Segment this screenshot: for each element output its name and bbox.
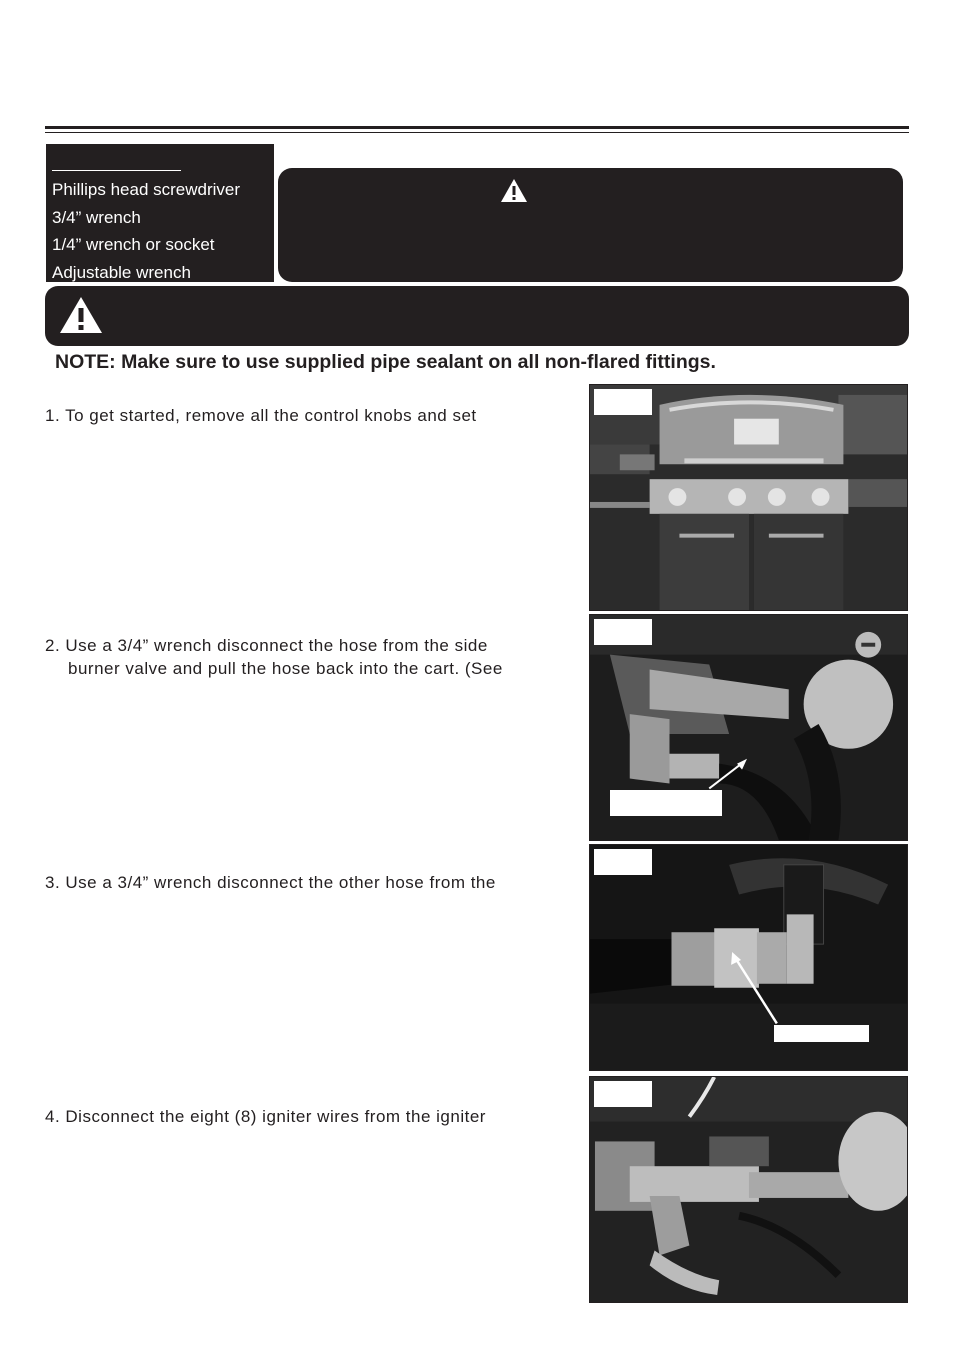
tools-list bbox=[52, 176, 240, 287]
step-2-line-2: burner valve and pull the hose back into the cart. (See bbox=[68, 659, 503, 678]
photo-grill-front bbox=[589, 384, 908, 611]
tool-item: 3/4” wrench bbox=[52, 207, 141, 227]
tool-item: 1/4” wrench or socket bbox=[52, 235, 215, 255]
igniter-wires-image bbox=[590, 1077, 907, 1302]
warning-triangle-icon bbox=[500, 178, 528, 203]
caution-box bbox=[278, 168, 903, 282]
step-2-line-1: 2. Use a 3/4” wrench disconnect the hose from the side bbox=[45, 636, 488, 655]
step-3 bbox=[45, 871, 556, 894]
grill-front-image bbox=[590, 385, 907, 610]
tools-heading-underline bbox=[52, 170, 181, 171]
header-rule-thick bbox=[45, 126, 909, 129]
tool-item: Adjustable wrench bbox=[52, 263, 191, 283]
step-3-line-1: 3. Use a 3/4” wrench disconnect the other hose from the bbox=[45, 873, 496, 892]
step-1-line-1: 1. To get started, remove all the control knobs and set bbox=[45, 406, 477, 425]
pipe-sealant-note: NOTE: Make sure to use supplied pipe sealant on all non-flared fittings. bbox=[55, 351, 716, 373]
danger-bar bbox=[45, 286, 909, 346]
header-rule-thin bbox=[45, 132, 909, 133]
warning-triangle-icon bbox=[59, 296, 103, 334]
tools-required-box bbox=[46, 144, 274, 282]
photo-side-burner-valve bbox=[589, 614, 908, 841]
tool-item: Phillips head screwdriver bbox=[52, 180, 241, 199]
photo-igniter-wires bbox=[589, 1076, 908, 1303]
step-2 bbox=[45, 634, 556, 680]
figure-label bbox=[594, 389, 652, 415]
step-1 bbox=[45, 404, 556, 427]
figure-label bbox=[594, 619, 652, 645]
figure-label bbox=[594, 1081, 652, 1107]
callout-label bbox=[610, 790, 722, 816]
figure-label bbox=[594, 849, 652, 875]
callout-label bbox=[774, 1025, 869, 1042]
photo-hose-fitting bbox=[589, 844, 908, 1071]
step-4-line-1: 4. Disconnect the eight (8) igniter wires from the igniter bbox=[45, 1107, 486, 1126]
step-4 bbox=[45, 1105, 556, 1128]
